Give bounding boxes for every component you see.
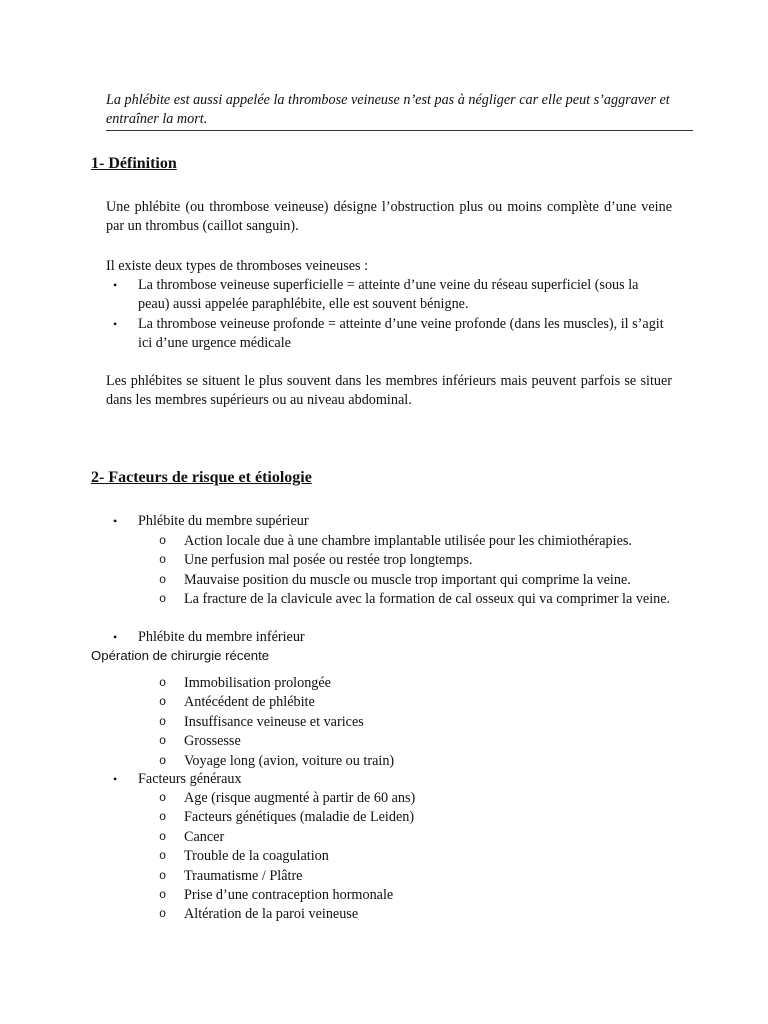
list-item: o Une perfusion mal posée ou restée trop longtemps. [184,551,676,570]
section-1-heading: 1- Définition [91,155,177,172]
list-item: o Insuffisance veineuse et varices [184,713,684,732]
list-item: • La thrombose veineuse profonde = atteinte d’une veine profonde (dans les muscles), il s’agit ici d’une urgence médicale [138,315,668,354]
list-item: • La thrombose veineuse superficielle = atteinte d’une veine du réseau superficiel (sous la peau) aussi appelée paraphlébite, elle est souvent bénigne. [138,276,668,315]
lower-limb-factors [184,674,684,771]
upper-limb-list [138,512,678,531]
lower-limb-note: Opération de chirurgie récente [91,648,270,663]
list-item: o Traumatisme / Plâtre [184,867,684,886]
list-item: o Age (risque augmenté à partir de 60 ans) [184,789,684,808]
general-factors-list [138,770,678,789]
list-item: o Facteurs génétiques (maladie de Leiden) [184,808,684,827]
list-item: • Phlébite du membre inférieur [138,628,678,647]
list-item: o Grossesse [184,732,684,751]
list-item: o Altération de la paroi veineuse [184,905,684,924]
list-item: o Immobilisation prolongée [184,674,684,693]
list-item: o Trouble de la coagulation [184,847,684,866]
list-item: o Antécédent de phlébite [184,693,684,712]
general-factors [184,789,684,925]
thrombosis-types-list [138,276,668,354]
location-paragraph: Les phlébites se situent le plus souvent dans les membres inférieurs mais peuvent parfois se situer dans les membres supérieurs ou au niveau abdominal. [106,373,672,409]
list-item: • Phlébite du membre supérieur [138,512,678,531]
types-intro: Il existe deux types de thromboses veineuses : [106,258,369,274]
lower-limb-list [138,628,678,647]
list-item: o Mauvaise position du muscle ou muscle trop important qui comprime la veine. [184,571,676,590]
list-item: o Cancer [184,828,684,847]
list-item: • Facteurs généraux [138,770,678,789]
list-item: o Prise d’une contraception hormonale [184,886,684,905]
list-item: o La fracture de la clavicule avec la formation de cal osseux qui va comprimer la veine. [184,590,676,609]
list-item: o Voyage long (avion, voiture ou train) [184,752,684,771]
intro-divider [106,130,693,131]
upper-limb-factors [184,532,676,610]
list-item: o Action locale due à une chambre implantable utilisée pour les chimiothérapies. [184,532,676,551]
intro-text: La phlébite est aussi appelée la thrombose veineuse n’est pas à négliger car elle peut s’aggraver et entraîner la mort. [106,92,670,128]
definition-paragraph: Une phlébite (ou thrombose veineuse) désigne l’obstruction plus ou moins complète d’une veine par un thrombus (caillot sanguin). [106,199,672,235]
section-2-heading: 2- Facteurs de risque et étiologie [91,469,312,486]
